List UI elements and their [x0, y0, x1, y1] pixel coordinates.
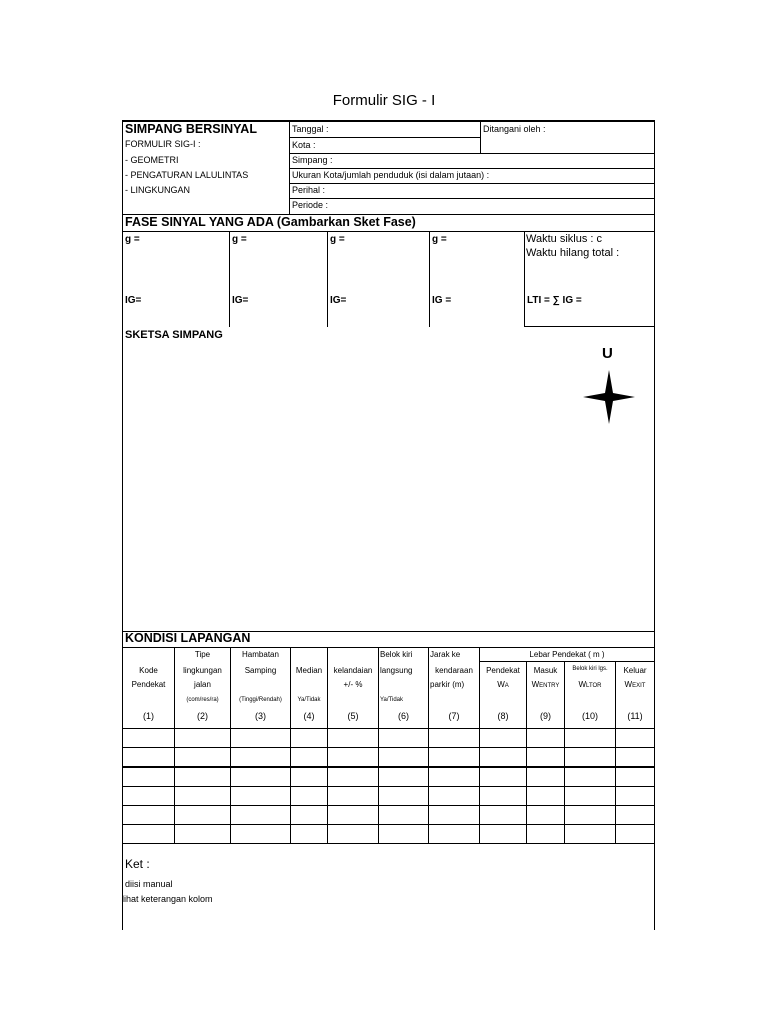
col10-w-text: W [578, 680, 587, 689]
table-vline-1 [174, 647, 175, 844]
col4-num: (4) [303, 711, 315, 721]
fase-g-2: g = [232, 234, 247, 245]
field-tanggal[interactable]: Tanggal : [292, 124, 329, 134]
field-kota[interactable]: Kota : [292, 140, 316, 150]
col11-l1: Keluar [623, 666, 647, 675]
table-vline-6 [428, 647, 429, 844]
table-vline-5 [378, 647, 379, 844]
lti-label: LTI = ∑ IG = [527, 295, 582, 306]
col11-num: (11) [627, 711, 643, 721]
col6-l0: Belok kiri [380, 650, 413, 659]
table-row-line-6 [122, 824, 655, 825]
col2-l0: Tipe [194, 650, 211, 659]
lebar-header: Lebar Pendekat ( m ) [529, 650, 605, 659]
header-hline-4 [289, 183, 655, 184]
col8-w-text: W [497, 680, 505, 689]
col11-w-text: W [624, 680, 633, 689]
north-label: U [602, 345, 613, 362]
frame-right [654, 120, 655, 930]
col5-num: (5) [347, 711, 359, 721]
fase-title: FASE SINYAL YANG ADA (Gambarkan Sket Fase) [125, 215, 416, 229]
table-row-line-5 [122, 805, 655, 806]
col8-w-sub: A [504, 683, 509, 689]
header-hline-3 [289, 168, 655, 169]
table-vline-7 [479, 647, 480, 844]
header-line-1: FORMULIR SIG-I : [125, 139, 201, 149]
fase-vline-3 [429, 231, 430, 327]
col4-l1: Median [295, 666, 323, 675]
col5-l2: +/- % [343, 680, 363, 689]
col2-sub: (com/res/ra) [186, 697, 219, 703]
col9-num: (9) [540, 711, 551, 721]
fase-bottom-line [524, 326, 655, 327]
col2-num: (2) [197, 711, 208, 721]
waktu-hilang: Waktu hilang total : [526, 247, 620, 259]
ket-line-1: diisi manual [125, 879, 173, 889]
lebar-sub-line [479, 661, 655, 662]
col3-num: (3) [255, 711, 266, 721]
table-row-line-1 [122, 728, 655, 729]
ket-line-2: lihat keterangan kolom [122, 894, 213, 904]
col8-w [480, 681, 526, 689]
col10-num: (10) [581, 711, 598, 721]
table-row-line-4 [122, 786, 655, 787]
col8-l1: Pendekat [486, 666, 520, 675]
col9-w-text: W [531, 680, 540, 689]
header-line-3: - PENGATURAN LALULINTAS [125, 170, 249, 180]
col8-num: (8) [497, 711, 509, 721]
col11-w-sub: EXIT [632, 683, 646, 689]
col10-w [565, 681, 615, 689]
fase-vline-4 [524, 231, 525, 327]
header-hline-2 [289, 153, 655, 154]
north-arrow-icon [583, 370, 635, 424]
table-row-line-3 [122, 766, 655, 768]
fase-g-4: g = [432, 234, 447, 245]
header-line-4: - LINGKUNGAN [125, 185, 191, 195]
field-ditangani[interactable]: Ditangani oleh : [483, 124, 546, 134]
fase-vline-2 [327, 231, 328, 327]
page-title: Formulir SIG - I [332, 92, 436, 109]
field-perihal[interactable]: Perihal : [292, 185, 326, 195]
col1-l1: Kode [139, 666, 158, 675]
col3-l0: Hambatan [242, 650, 279, 659]
col6-sub: Ya/Tidak [380, 697, 404, 703]
table-bottom-line [122, 843, 655, 844]
col9-w [527, 681, 564, 689]
fase-ig-1: IG= [125, 295, 142, 306]
col7-l0: Jarak ke [430, 650, 461, 659]
header-hline-5 [289, 198, 655, 199]
kondisi-title: KONDISI LAPANGAN [125, 631, 251, 645]
col6-num: (6) [398, 711, 409, 721]
col3-l1: Samping [244, 666, 277, 675]
header-vline-left [289, 120, 290, 214]
header-title: SIMPANG BERSINYAL [125, 122, 257, 136]
col1-num: (1) [143, 711, 154, 721]
fase-ig-2: IG= [232, 295, 249, 306]
table-vline-3 [290, 647, 291, 844]
col4-sub: Ya/Tidak [297, 697, 321, 703]
header-hline-1 [289, 137, 481, 138]
col7-num: (7) [448, 711, 460, 721]
fase-vline-1 [229, 231, 230, 327]
frame-left [122, 120, 123, 930]
col5-l1: kelandaian [333, 666, 373, 675]
fase-g-1: g = [125, 234, 140, 245]
fase-ig-4: IG = [432, 295, 452, 306]
col1-l2: Pendekat [131, 680, 166, 689]
waktu-siklus: Waktu siklus : c [526, 233, 602, 245]
ket-label: Ket : [125, 857, 150, 871]
col2-l1: lingkungan [183, 666, 222, 675]
fase-g-3: g = [330, 234, 345, 245]
table-vline-4 [327, 647, 328, 844]
col6-l1: langsung [380, 666, 413, 675]
field-ukuran[interactable]: Ukuran Kota/jumlah penduduk (isi dalam jutaan) : [292, 170, 490, 180]
col10-l1: Belok kiri lgs. [572, 666, 608, 672]
col11-w [616, 681, 654, 689]
col9-l1: Masuk [533, 666, 558, 675]
fase-sub-line [122, 231, 655, 232]
col7-l2: parkir (m) [430, 680, 465, 689]
header-line-2: - GEOMETRI [125, 155, 179, 165]
field-periode[interactable]: Periode : [292, 200, 329, 210]
col2-l2: jalan [194, 680, 211, 689]
col9-w-sub: ENTRY [539, 683, 560, 689]
col10-w-sub: LTOR [586, 683, 602, 689]
sketsa-title: SKETSA SIMPANG [125, 329, 223, 341]
fase-ig-3: IG= [330, 295, 347, 306]
kondisi-sub-line [122, 647, 655, 648]
col3-sub: (Tinggi/Rendah) [239, 697, 282, 703]
table-vline-2 [230, 647, 231, 844]
field-simpang[interactable]: Simpang : [292, 155, 333, 165]
col7-l1: kendaraan [435, 666, 473, 675]
table-row-line-2 [122, 747, 655, 748]
